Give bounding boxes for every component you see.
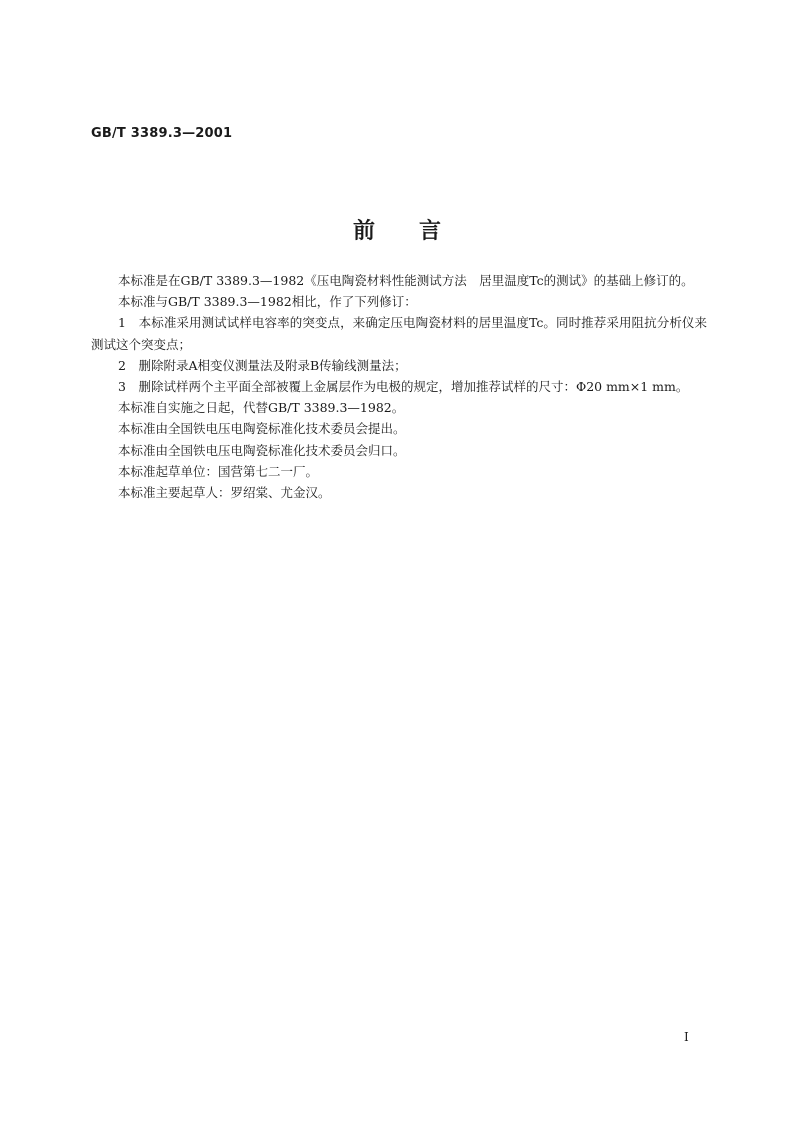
- page-title: 前言: [352, 219, 485, 244]
- paragraph-3: 1 本标准采用测试试样电容率的突变点，来确定压电陶瓷材料的居里温度Tc。同时推荐采用阻抗分析仪来测试这个突变点；: [91, 315, 707, 352]
- paragraph-6: 本标准自实施之日起，代替GB/T 3389.3—1982。: [118, 400, 405, 416]
- paragraph-10: 本标准主要起草人：罗绍棠、尤金汉。: [118, 485, 331, 501]
- paragraph-1: 本标准是在GB/T 3389.3—1982《压电陶瓷材料性能测试方法 居里温度Tc的测试》的基础上修订的。: [118, 273, 694, 288]
- page-number: I: [684, 1030, 689, 1044]
- paragraph-4: 2 删除附录A相变仪测量法及附录B传输线测量法；: [118, 357, 407, 373]
- standard-code: GB/T 3389.3—2001: [91, 126, 233, 141]
- paragraph-7: 本标准由全国铁电压电陶瓷标准化技术委员会提出。: [118, 421, 406, 437]
- paragraph-5: 3 删除试样两个主平面全部被覆上金属层作为电极的规定，增加推荐试样的尺寸：Φ20 mm×1 mm。: [118, 379, 689, 395]
- paragraph-2: 本标准与GB/T 3389.3—1982相比，作了下列修订：: [118, 294, 417, 310]
- foreword-body: [91, 270, 707, 503]
- paragraph-8: 本标准由全国铁电压电陶瓷标准化技术委员会归口。: [118, 442, 406, 458]
- paragraph-9: 本标准起草单位：国营第七二一厂。: [118, 463, 319, 479]
